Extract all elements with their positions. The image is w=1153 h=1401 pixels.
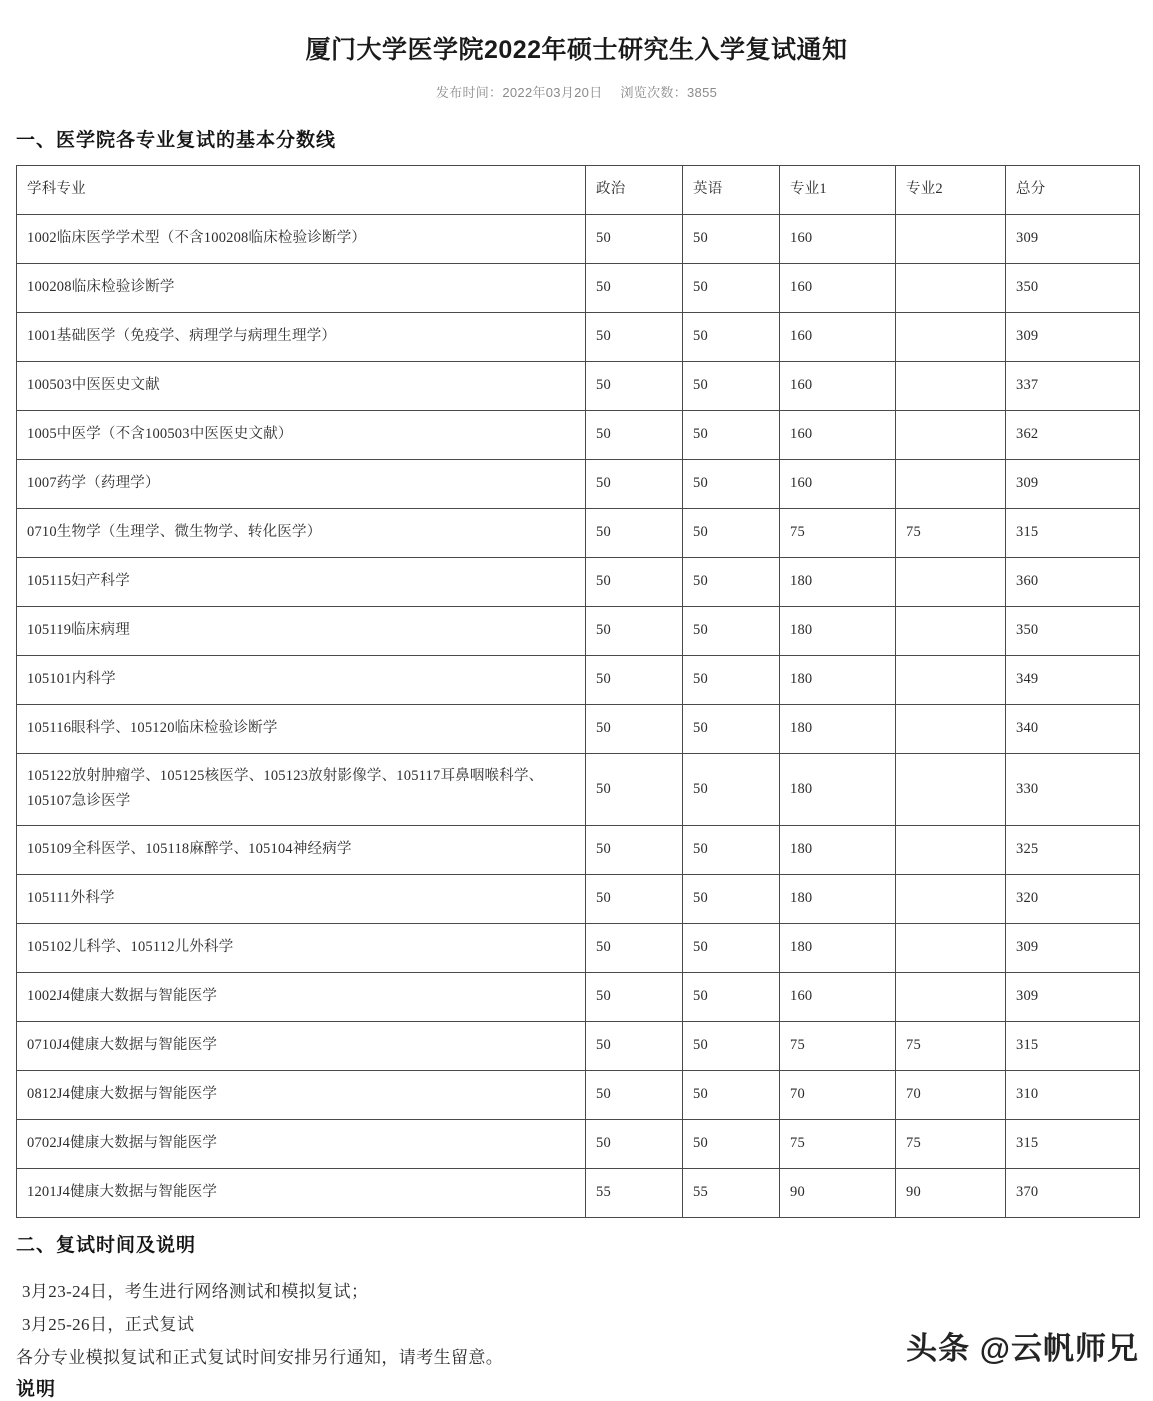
cell-politics: 50 [586, 214, 683, 263]
cell-major: 105109全科医学、105118麻醉学、105104神经病学 [17, 825, 586, 874]
cell-major: 0710J4健康大数据与智能医学 [17, 1021, 586, 1070]
table-row [17, 874, 1140, 923]
cell-prof2 [896, 655, 1006, 704]
cell-prof1: 180 [780, 753, 896, 825]
cell-prof2 [896, 606, 1006, 655]
cell-prof1: 160 [780, 972, 896, 1021]
cell-prof2 [896, 312, 1006, 361]
cell-total: 320 [1006, 874, 1140, 923]
table-row [17, 557, 1140, 606]
cell-total: 315 [1006, 508, 1140, 557]
watermark-at-symbol: @ [979, 1330, 1011, 1366]
cell-prof1: 70 [780, 1070, 896, 1119]
cell-politics: 50 [586, 459, 683, 508]
cell-major: 0702J4健康大数据与智能医学 [17, 1119, 586, 1168]
cell-major: 100208临床检验诊断学 [17, 263, 586, 312]
cell-english: 50 [683, 874, 780, 923]
cell-prof1: 180 [780, 825, 896, 874]
cell-prof1: 160 [780, 361, 896, 410]
cell-politics: 50 [586, 825, 683, 874]
table-header-row [17, 165, 1140, 214]
score-line-table [16, 165, 1140, 1218]
column-header-total: 总分 [1006, 165, 1140, 214]
cell-prof2: 90 [896, 1168, 1006, 1217]
cell-politics: 50 [586, 1119, 683, 1168]
cell-total: 309 [1006, 312, 1140, 361]
cell-prof1: 180 [780, 923, 896, 972]
cell-prof1: 160 [780, 214, 896, 263]
cell-total: 309 [1006, 214, 1140, 263]
section-heading-explanation: 说明 [16, 1378, 57, 1400]
cell-prof1: 75 [780, 1119, 896, 1168]
cell-prof2 [896, 459, 1006, 508]
cell-prof1: 75 [780, 508, 896, 557]
cell-total: 362 [1006, 410, 1140, 459]
section-heading-scores: 一、医学院各专业复试的基本分数线 [16, 129, 337, 151]
cell-prof1: 180 [780, 655, 896, 704]
cell-major: 105111外科学 [17, 874, 586, 923]
cell-politics: 50 [586, 923, 683, 972]
watermark [906, 1323, 1139, 1368]
table-row [17, 753, 1140, 825]
table-row [17, 972, 1140, 1021]
cell-politics: 50 [586, 704, 683, 753]
table-row [17, 1168, 1140, 1217]
table-row [17, 214, 1140, 263]
cell-prof2 [896, 874, 1006, 923]
page-title: 厦门大学医学院2022年硕士研究生入学复试通知 [305, 35, 848, 64]
table-row [17, 508, 1140, 557]
cell-prof1: 180 [780, 874, 896, 923]
cell-prof1: 90 [780, 1168, 896, 1217]
cell-english: 55 [683, 1168, 780, 1217]
cell-total: 350 [1006, 606, 1140, 655]
cell-prof1: 160 [780, 312, 896, 361]
cell-total: 310 [1006, 1070, 1140, 1119]
table-row [17, 459, 1140, 508]
cell-total: 337 [1006, 361, 1140, 410]
cell-major: 0812J4健康大数据与智能医学 [17, 1070, 586, 1119]
cell-english: 50 [683, 508, 780, 557]
cell-politics: 50 [586, 606, 683, 655]
cell-prof1: 75 [780, 1021, 896, 1070]
cell-politics: 50 [586, 263, 683, 312]
cell-english: 50 [683, 1070, 780, 1119]
cell-total: 315 [1006, 1021, 1140, 1070]
cell-major: 105122放射肿瘤学、105125核医学、105123放射影像学、105117耳鼻咽喉科学、105107急诊医学 [17, 753, 586, 825]
cell-english: 50 [683, 557, 780, 606]
cell-prof2 [896, 361, 1006, 410]
cell-english: 50 [683, 263, 780, 312]
cell-major: 105101内科学 [17, 655, 586, 704]
cell-prof2 [896, 923, 1006, 972]
cell-prof1: 180 [780, 606, 896, 655]
cell-prof2: 70 [896, 1070, 1006, 1119]
cell-politics: 50 [586, 361, 683, 410]
table-row [17, 312, 1140, 361]
views-count-value: 3855 [687, 84, 718, 100]
cell-major: 105119临床病理 [17, 606, 586, 655]
cell-prof2 [896, 410, 1006, 459]
cell-prof2 [896, 214, 1006, 263]
table-row [17, 361, 1140, 410]
column-header-english: 英语 [683, 165, 780, 214]
cell-total: 360 [1006, 557, 1140, 606]
cell-prof2 [896, 753, 1006, 825]
watermark-handle: 云帆师兄 [1011, 1330, 1139, 1366]
column-header-major: 学科专业 [17, 165, 586, 214]
cell-prof1: 180 [780, 704, 896, 753]
cell-major: 0710生物学（生理学、微生物学、转化医学） [17, 508, 586, 557]
cell-prof1: 180 [780, 557, 896, 606]
column-header-politics: 政治 [586, 165, 683, 214]
document-page [0, 17, 1153, 1400]
cell-major: 1002J4健康大数据与智能医学 [17, 972, 586, 1021]
cell-politics: 50 [586, 410, 683, 459]
table-row [17, 923, 1140, 972]
cell-english: 50 [683, 655, 780, 704]
cell-english: 50 [683, 606, 780, 655]
section-heading-schedule: 二、复试时间及说明 [16, 1234, 197, 1256]
cell-prof2 [896, 972, 1006, 1021]
cell-politics: 50 [586, 972, 683, 1021]
table-row [17, 606, 1140, 655]
cell-total: 330 [1006, 753, 1140, 825]
column-header-prof2: 专业2 [896, 165, 1006, 214]
cell-total: 309 [1006, 972, 1140, 1021]
note-line: 3月23-24日，考生进行网络测试和模拟复试； [22, 1281, 369, 1301]
cell-english: 50 [683, 972, 780, 1021]
table-header [17, 165, 1140, 214]
cell-major: 1007药学（药理学） [17, 459, 586, 508]
cell-major: 1001基础医学（免疫学、病理学与病理生理学） [17, 312, 586, 361]
cell-english: 50 [683, 459, 780, 508]
cell-prof2: 75 [896, 508, 1006, 557]
table-row [17, 410, 1140, 459]
cell-english: 50 [683, 1021, 780, 1070]
cell-major: 1005中医学（不含100503中医医史文献） [17, 410, 586, 459]
cell-total: 309 [1006, 923, 1140, 972]
watermark-prefix: 头条 [906, 1330, 971, 1366]
cell-total: 325 [1006, 825, 1140, 874]
cell-major: 105102儿科学、105112儿外科学 [17, 923, 586, 972]
cell-prof2: 75 [896, 1021, 1006, 1070]
cell-major: 105116眼科学、105120临床检验诊断学 [17, 704, 586, 753]
cell-major: 100503中医医史文献 [17, 361, 586, 410]
note-line: 各分专业模拟复试和正式复试时间安排另行通知，请考生留意。 [16, 1347, 504, 1367]
cell-english: 50 [683, 923, 780, 972]
table-body [17, 214, 1140, 1217]
cell-english: 50 [683, 704, 780, 753]
document-metadata [0, 82, 1153, 101]
cell-politics: 50 [586, 1021, 683, 1070]
cell-prof2 [896, 704, 1006, 753]
cell-prof1: 160 [780, 410, 896, 459]
cell-politics: 50 [586, 753, 683, 825]
cell-total: 350 [1006, 263, 1140, 312]
column-header-prof1: 专业1 [780, 165, 896, 214]
cell-major: 105115妇产科学 [17, 557, 586, 606]
publish-date-value: 2022年03月20日 [502, 84, 603, 100]
cell-english: 50 [683, 312, 780, 361]
cell-politics: 50 [586, 508, 683, 557]
cell-prof2 [896, 825, 1006, 874]
publish-time-label: 发布时间： [435, 84, 503, 100]
cell-prof1: 160 [780, 263, 896, 312]
cell-total: 309 [1006, 459, 1140, 508]
table-row [17, 263, 1140, 312]
cell-english: 50 [683, 361, 780, 410]
table-row [17, 1021, 1140, 1070]
cell-english: 50 [683, 825, 780, 874]
cell-politics: 50 [586, 1070, 683, 1119]
cell-english: 50 [683, 410, 780, 459]
table-row [17, 1070, 1140, 1119]
table-row [17, 825, 1140, 874]
cell-english: 50 [683, 753, 780, 825]
cell-politics: 50 [586, 312, 683, 361]
cell-politics: 50 [586, 655, 683, 704]
note-line: 3月25-26日，正式复试 [22, 1314, 195, 1334]
cell-total: 370 [1006, 1168, 1140, 1217]
cell-total: 315 [1006, 1119, 1140, 1168]
table-row [17, 655, 1140, 704]
cell-total: 349 [1006, 655, 1140, 704]
cell-prof1: 160 [780, 459, 896, 508]
cell-major: 1002临床医学学术型（不含100208临床检验诊断学） [17, 214, 586, 263]
cell-english: 50 [683, 1119, 780, 1168]
cell-prof2 [896, 557, 1006, 606]
cell-politics: 55 [586, 1168, 683, 1217]
cell-english: 50 [683, 214, 780, 263]
cell-politics: 50 [586, 874, 683, 923]
cell-major: 1201J4健康大数据与智能医学 [17, 1168, 586, 1217]
table-row [17, 704, 1140, 753]
cell-prof2: 75 [896, 1119, 1006, 1168]
cell-prof2 [896, 263, 1006, 312]
cell-politics: 50 [586, 557, 683, 606]
cell-total: 340 [1006, 704, 1140, 753]
views-label: 浏览次数： [620, 84, 688, 100]
table-row [17, 1119, 1140, 1168]
